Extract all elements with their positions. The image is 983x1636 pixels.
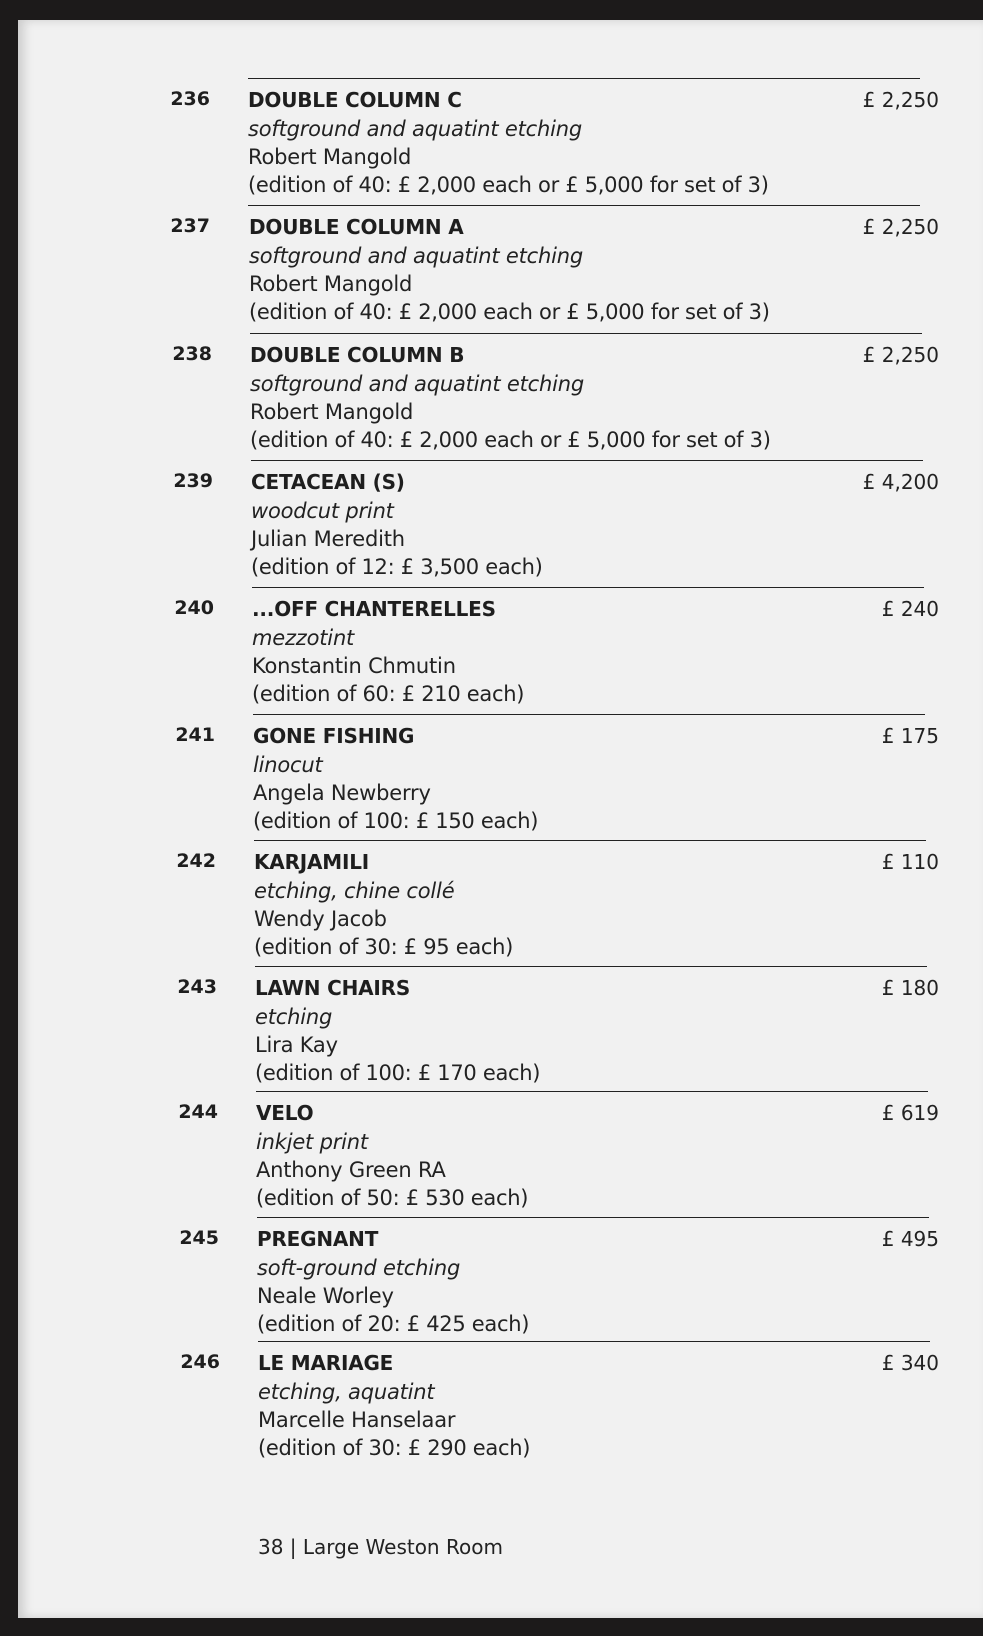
entry-price: £ 175	[881, 724, 939, 748]
catalogue-entry	[18, 587, 983, 713]
entry-divider	[250, 333, 922, 334]
entry-edition: (edition of 12: £ 3,500 each)	[251, 555, 543, 579]
catalogue-entry	[18, 1341, 983, 1467]
entry-price: £ 110	[881, 850, 939, 874]
catalogue-entry	[18, 1217, 983, 1343]
entry-number: 238	[172, 343, 212, 365]
entry-divider	[255, 966, 927, 967]
entry-medium: inkjet print	[256, 1130, 368, 1154]
catalogue-entry	[18, 78, 983, 204]
entry-medium: etching	[255, 1005, 333, 1029]
entry-title: PREGNANT	[257, 1227, 379, 1251]
entry-number: 240	[174, 597, 214, 619]
entry-divider	[258, 1341, 930, 1342]
entry-medium: softground and aquatint etching	[248, 117, 582, 141]
entry-artist: Lira Kay	[255, 1033, 338, 1057]
entry-artist: Marcelle Hanselaar	[258, 1408, 456, 1432]
entry-edition: (edition of 100: £ 170 each)	[255, 1061, 541, 1085]
catalogue-entry	[18, 966, 983, 1092]
entry-divider	[248, 78, 920, 79]
entry-title: ...OFF CHANTERELLES	[252, 597, 496, 621]
entry-divider	[257, 1217, 929, 1218]
entry-price: £ 2,250	[862, 343, 939, 367]
entry-artist: Robert Mangold	[248, 145, 412, 169]
entry-divider	[248, 205, 920, 206]
entry-artist: Angela Newberry	[253, 781, 431, 805]
entry-title: VELO	[256, 1101, 314, 1125]
entry-divider	[256, 1091, 928, 1092]
entry-price: £ 619	[881, 1101, 939, 1125]
entry-medium: etching, chine collé	[254, 879, 455, 903]
entry-divider	[253, 714, 925, 715]
entry-edition: (edition of 30: £ 95 each)	[254, 935, 514, 959]
page-footer: 38 | Large Weston Room	[258, 1535, 503, 1559]
entry-edition: (edition of 30: £ 290 each)	[258, 1436, 531, 1460]
entry-divider	[252, 587, 924, 588]
entry-title: LAWN CHAIRS	[255, 976, 411, 1000]
entry-medium: soft-ground etching	[257, 1256, 461, 1280]
entry-price: £ 2,250	[862, 215, 939, 239]
catalogue-entry	[18, 205, 983, 331]
entry-edition: (edition of 50: £ 530 each)	[256, 1186, 529, 1210]
entry-number: 246	[180, 1351, 220, 1373]
entry-edition: (edition of 40: £ 2,000 each or £ 5,000 for set of 3)	[249, 300, 770, 324]
entry-title: DOUBLE COLUMN A	[249, 215, 464, 239]
entry-edition: (edition of 20: £ 425 each)	[257, 1312, 530, 1336]
entry-number: 243	[177, 976, 217, 998]
catalogue-entry	[18, 714, 983, 840]
entry-artist: Anthony Green RA	[256, 1158, 446, 1182]
entry-artist: Robert Mangold	[249, 272, 413, 296]
entry-number: 244	[178, 1101, 218, 1123]
entry-number: 236	[170, 88, 210, 110]
entry-medium: softground and aquatint etching	[249, 244, 583, 268]
entry-edition: (edition of 60: £ 210 each)	[252, 682, 525, 706]
entry-medium: softground and aquatint etching	[250, 372, 584, 396]
entry-artist: Neale Worley	[257, 1284, 394, 1308]
entry-price: £ 180	[881, 976, 939, 1000]
entry-medium: woodcut print	[251, 499, 394, 523]
entry-price: £ 4,200	[862, 470, 939, 494]
entry-artist: Julian Meredith	[251, 527, 405, 551]
entry-title: KARJAMILI	[254, 850, 370, 874]
entry-number: 245	[179, 1227, 219, 1249]
entry-artist: Wendy Jacob	[254, 907, 387, 931]
entry-title: LE MARIAGE	[258, 1351, 394, 1375]
entry-price: £ 340	[881, 1351, 939, 1375]
entry-artist: Robert Mangold	[250, 400, 414, 424]
entry-number: 241	[175, 724, 215, 746]
catalogue-entry	[18, 840, 983, 966]
entry-title: CETACEAN (S)	[251, 470, 405, 494]
entry-number: 237	[170, 215, 210, 237]
catalogue-entry	[18, 460, 983, 586]
entry-medium: etching, aquatint	[258, 1380, 435, 1404]
entry-medium: linocut	[253, 753, 323, 777]
catalogue-entry	[18, 333, 983, 459]
entry-price: £ 240	[881, 597, 939, 621]
entry-price: £ 495	[881, 1227, 939, 1251]
entry-divider	[254, 840, 926, 841]
catalogue-entry	[18, 1091, 983, 1217]
entry-title: DOUBLE COLUMN C	[248, 88, 462, 112]
entry-artist: Konstantin Chmutin	[252, 654, 456, 678]
entry-divider	[251, 460, 923, 461]
entry-edition: (edition of 100: £ 150 each)	[253, 809, 539, 833]
entry-title: DOUBLE COLUMN B	[250, 343, 465, 367]
entry-edition: (edition of 40: £ 2,000 each or £ 5,000 for set of 3)	[250, 428, 771, 452]
entry-medium: mezzotint	[252, 626, 355, 650]
entry-edition: (edition of 40: £ 2,000 each or £ 5,000 for set of 3)	[248, 173, 769, 197]
catalogue-page	[18, 20, 983, 1618]
entry-price: £ 2,250	[862, 88, 939, 112]
entry-number: 239	[173, 470, 213, 492]
entry-title: GONE FISHING	[253, 724, 415, 748]
entry-number: 242	[176, 850, 216, 872]
